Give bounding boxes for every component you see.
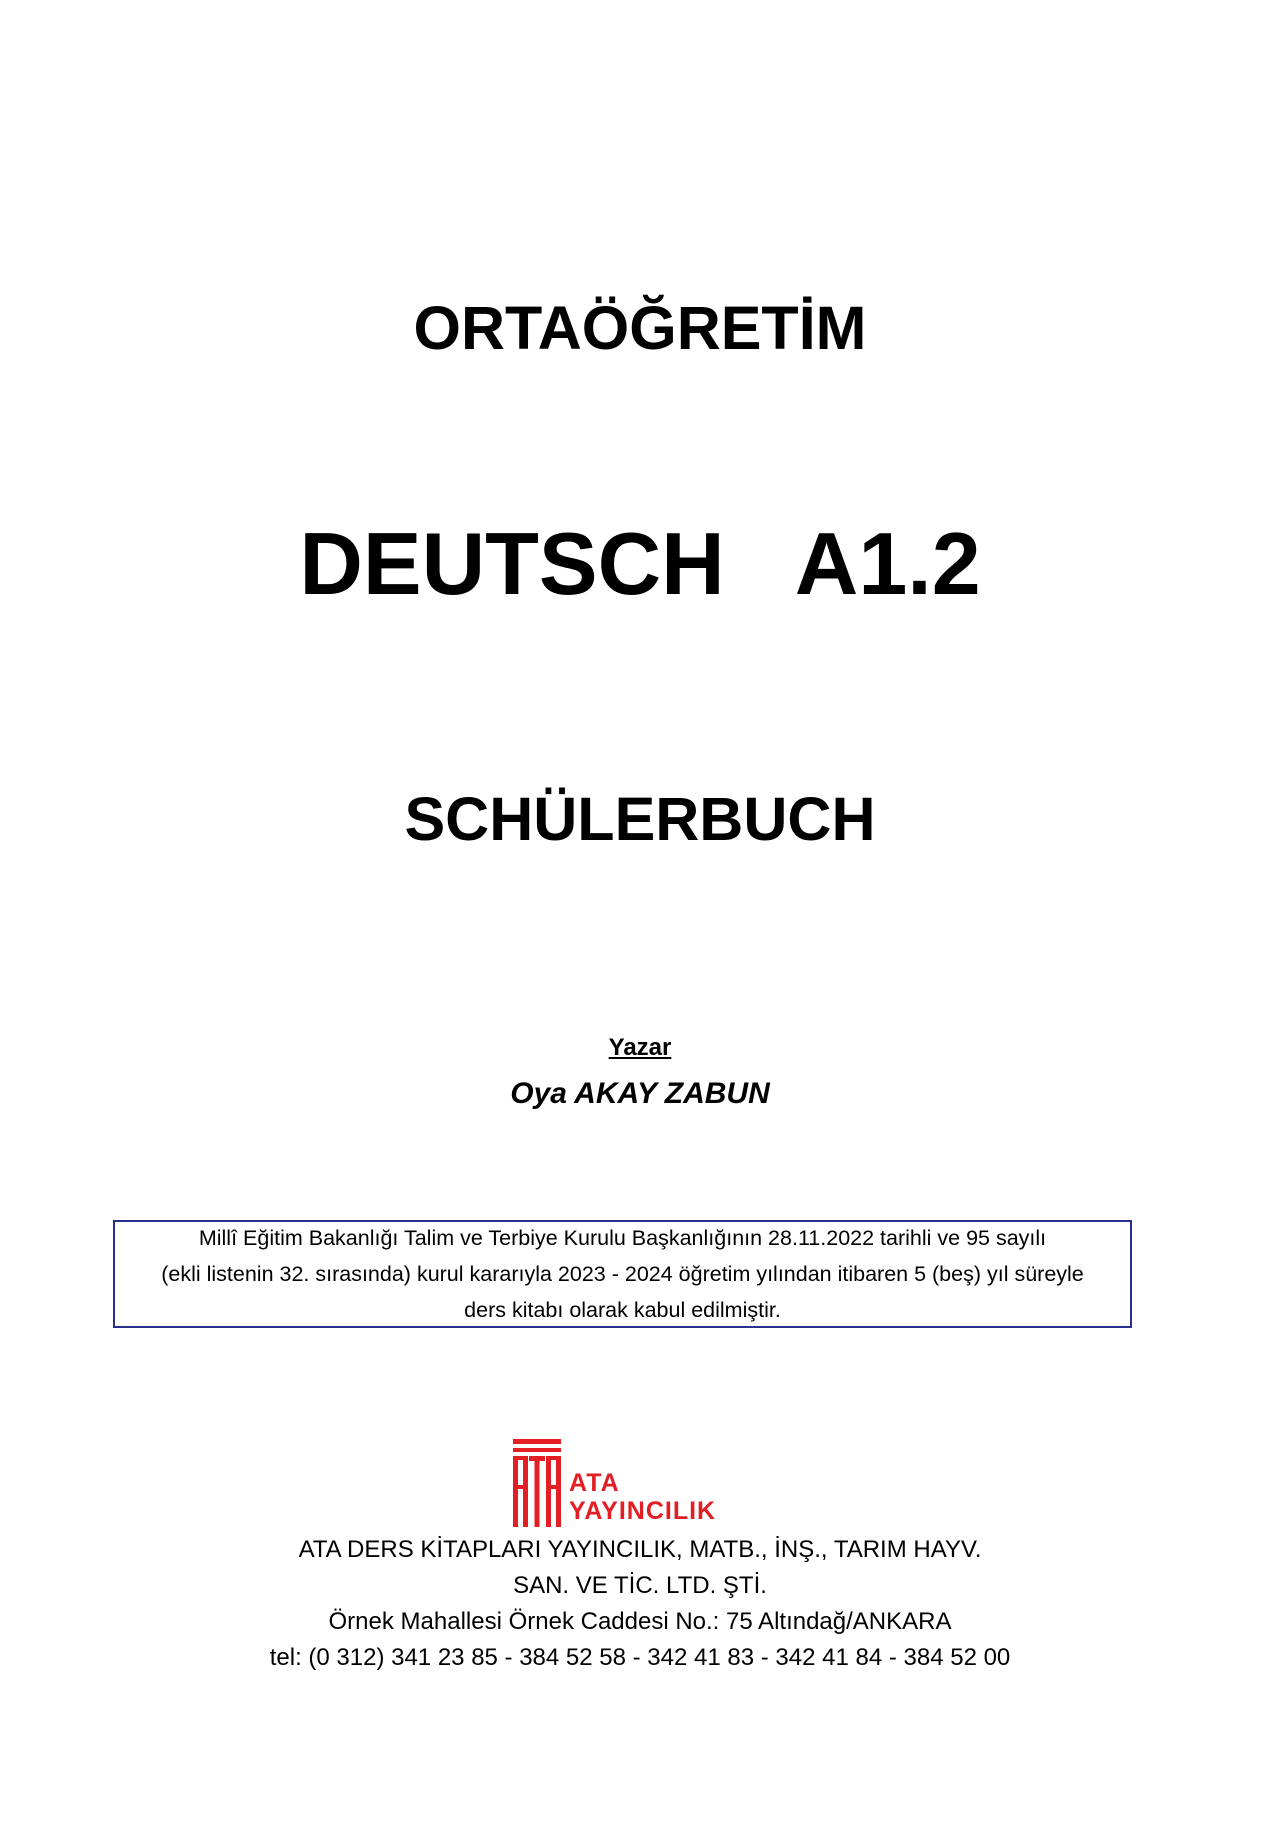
book-title: DEUTSCH A1.2 xyxy=(299,514,981,613)
book-subtitle: SCHÜLERBUCH xyxy=(404,785,876,853)
approval-notice-text xyxy=(118,1220,1128,1328)
ata-yayincilik-logo xyxy=(511,1439,741,1527)
author-name: Oya AKAY ZABUN xyxy=(510,1077,770,1110)
approval-line: ders kitabı olarak kabul edilmiştir. xyxy=(464,1298,781,1322)
publisher-address: Örnek Mahallesi Örnek Caddesi No.: 75 Altındağ/ANKARA xyxy=(328,1608,952,1635)
logo-wordmark-line1: ATA xyxy=(569,1469,620,1497)
level-heading: ORTAÖĞRETİM xyxy=(413,294,867,362)
ata-logo-mark-icon xyxy=(511,1439,563,1527)
publisher-phone: tel: (0 312) 341 23 85 - 384 52 58 - 342 41 83 - 342 41 84 - 384 52 00 xyxy=(269,1644,1011,1671)
author-label: Yazar xyxy=(608,1034,672,1061)
logo-wordmark-line2: YAYINCILIK xyxy=(569,1497,717,1525)
approval-line: Millî Eğitim Bakanlığı Talim ve Terbiye Kurulu Başkanlığının 28.11.2022 tarihli ve 95 sayılı xyxy=(198,1226,1047,1250)
publisher-line: SAN. VE TİC. LTD. ŞTİ. xyxy=(513,1572,767,1599)
logo-wordmark xyxy=(569,1469,716,1525)
publisher-info xyxy=(0,1532,1280,1676)
approval-notice-box xyxy=(113,1220,1132,1328)
publisher-line: ATA DERS KİTAPLARI YAYINCILIK, MATB., İNŞ., TARIM HAYV. xyxy=(298,1536,982,1563)
approval-line: (ekli listenin 32. sırasında) kurul kararıyla 2023 - 2024 öğretim yılından itibaren 5 (beş) yıl süreyle xyxy=(161,1262,1084,1286)
